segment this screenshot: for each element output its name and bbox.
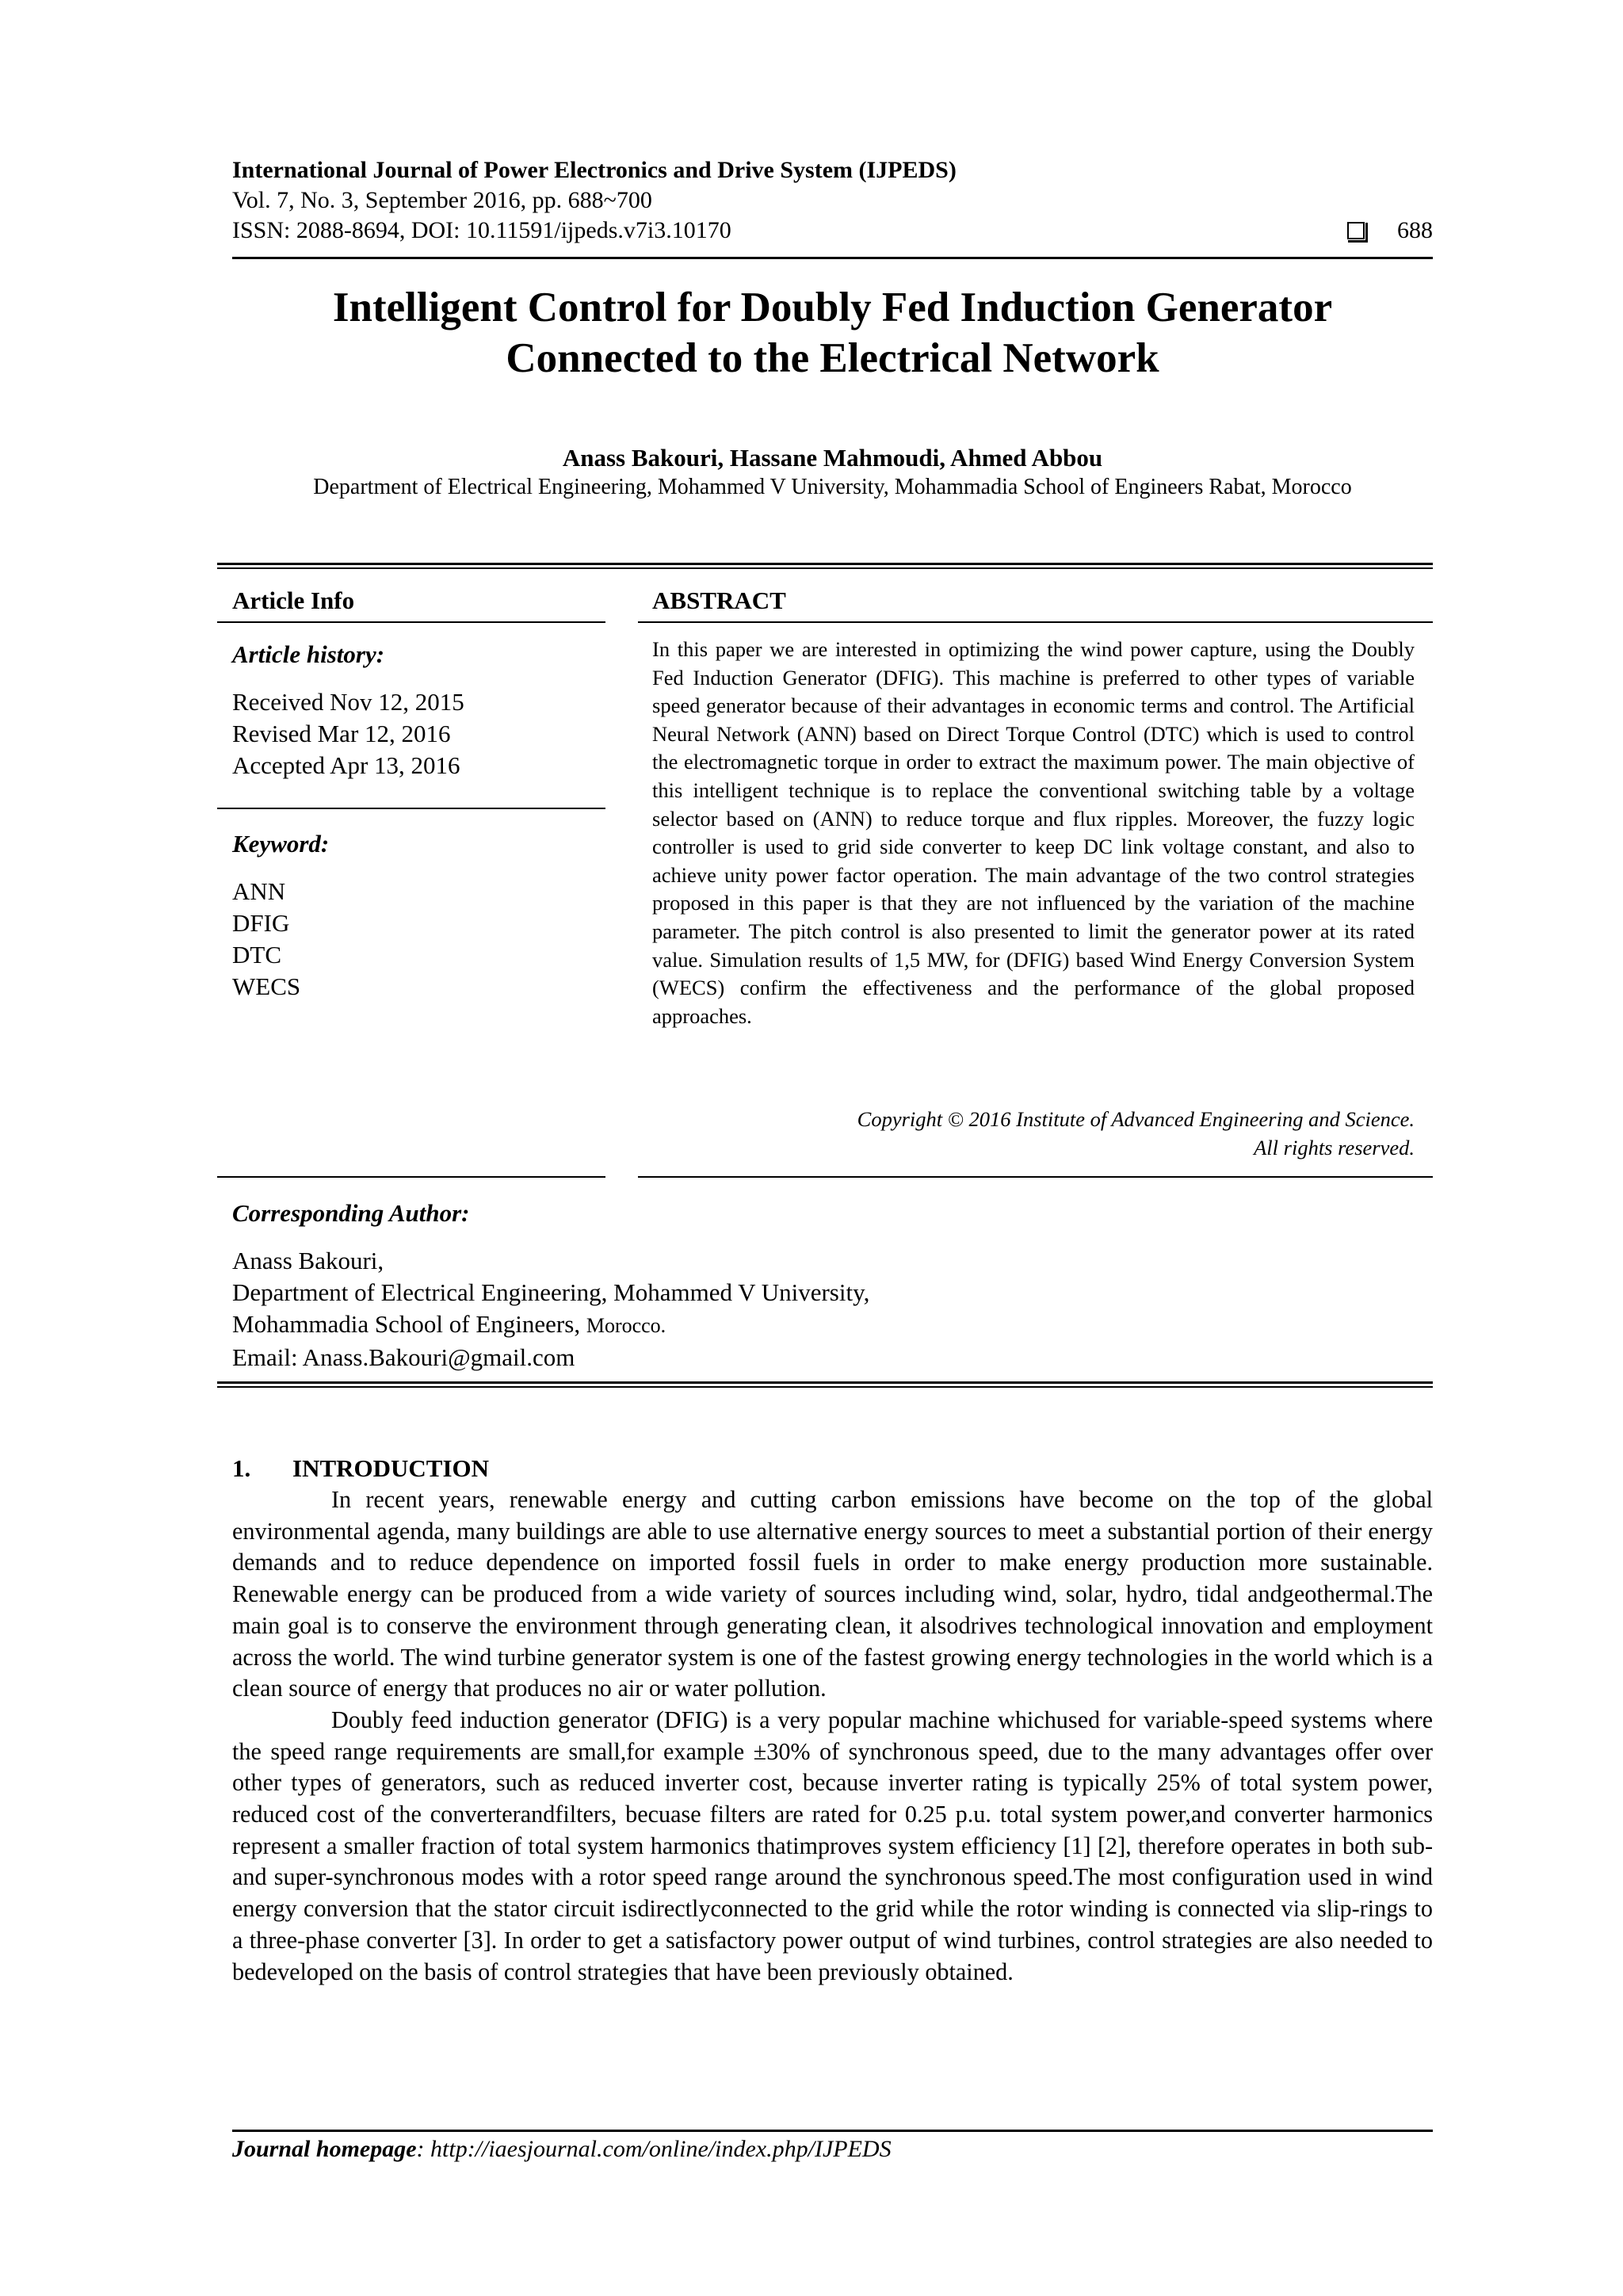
homepage-label: Journal homepage [232, 2136, 417, 2162]
journal-homepage [232, 2134, 892, 2165]
paper-authors: Anass Bakouri, Hassane Mahmoudi, Ahmed Abbou [562, 444, 1103, 472]
infobox-bottom-rule [217, 1381, 1433, 1388]
section-title: INTRODUCTION [292, 1454, 490, 1482]
abstract-heading: ABSTRACT [652, 586, 786, 614]
paragraph: Doubly feed induction generator (DFIG) is a very popular machine whichused for variable-speed systems where the speed range requirements are small,for example ±30% of synchronous speed, due to the many advantages offer over other types of generators, such as reduced inverter cost, because inverter rating is typically 25% of total system power, reduced cost of the converterandfilters, becuase filters are rated for 0.25 p.u. total system power,and converter harmonics represent a smaller fraction of total system harmonics thatimproves system efficiency [1] [2], therefore operates in both sub-and super-synchronous modes with a rotor speed range around the synchronous speed.The most configuration used in wind energy conversion that the stator circuit isdirectlyconnected to the grid while the rotor winding is connected via slip-rings to a three-phase converter [3]. In order to get a satisfactory power output of wind turbines, control strategies are also needed to bedeveloped on the basis of control strategies that have been previously obtained. [232, 1706, 1433, 1985]
header-rule [232, 257, 1433, 259]
journal-issn-row [232, 216, 1433, 246]
section-heading [232, 1453, 489, 1484]
abstract-text: In this paper we are interested in optimizing the wind power capture, using the Doubly Fed Induction Generator (DFIG). This machine is preferred to other types of variable speed generator because of their advantages in economic terms and control. The Artificial Neural Network (ANN) based on Direct Torque Control (DTC) which is used to control the electromagnetic torque in order to extract the maximum power. The main objective of this intelligent technique is to replace the conventional switching table by a voltage selector based on (ANN) to reduce torque and flux ripples. Moreover, the fuzzy logic controller is used to grid side converter to keep DC link voltage constant, and also to achieve unity power factor operation. The main advantage of the two control strategies proposed in this paper is that they are not influenced by the variation of the machine parameter. The pitch control is also presented to limit the generator power at its rated value. Simulation results of 1,5 MW, for (DFIG) based Wind Energy Conversion System (WECS) confirm the effectiveness and the performance of the global proposed approaches. [652, 637, 1415, 1028]
copyright-line2: All rights reserved. [1254, 1135, 1415, 1159]
article-info-heading [232, 585, 597, 617]
introduction-body [232, 1484, 1433, 1988]
corresponding-name: Anass Bakouri, [232, 1247, 384, 1274]
paper-title-line2: Connected to the Electrical Network [506, 335, 1159, 381]
history-accepted: Accepted Apr 13, 2016 [232, 751, 460, 779]
history-revised: Revised Mar 12, 2016 [232, 720, 451, 747]
paper-title-line1: Intelligent Control for Doubly Fed Induction Generator [332, 285, 1333, 330]
page-number: 688 [1397, 217, 1433, 243]
square-bullet-icon [1347, 222, 1365, 239]
journal-issn: ISSN: 2088-8694, DOI: 10.11591/ijpeds.v7i3.10170 [232, 217, 731, 243]
corresponding-country: Morocco. [586, 1314, 666, 1337]
infobox-top-rule [217, 563, 1433, 569]
journal-volume: Vol. 7, No. 3, September 2016, pp. 688~700 [232, 187, 652, 213]
keywords-bottom-rule [217, 1176, 605, 1178]
footer-rule [232, 2130, 1433, 2132]
corresponding-heading: Corresponding Author: [232, 1199, 470, 1227]
abstract-rule [638, 621, 1433, 623]
journal-name: International Journal of Power Electronics and Drive System (IJPEDS) [232, 157, 957, 183]
keyword-item: DFIG [232, 909, 290, 937]
section-number: 1. [232, 1454, 251, 1482]
homepage-url[interactable]: : http://iaesjournal.com/online/index.php/IJPEDS [416, 2136, 892, 2162]
article-info-label: Article Info [232, 586, 355, 614]
keyword-item: ANN [232, 877, 286, 905]
paragraph: In recent years, renewable energy and cutting carbon emissions have become on the top of the global environmental agenda, many buildings are able to use alternative energy sources to meet a substantial portion of their energy demands and to reduce dependence on imported fossil fuels in order to make energy production more sustainable. Renewable energy can be produced from a wide variety of sources including wind, solar, hydro, tidal andgeothermal.The main goal is to conserve the environment through generating clean, it alsodrives technological innovation and employment across the world. The wind turbine generator system is one of the fastest growing energy technologies in the world which is a clean source of energy that produces no air or water pollution. [232, 1486, 1433, 1702]
paper-title [232, 282, 1433, 384]
corresponding-school-line [232, 1308, 1183, 1342]
corresponding-author [232, 1198, 1183, 1373]
abstract-bottom-rule [638, 1176, 1433, 1178]
keyword-item: DTC [232, 941, 281, 968]
corresponding-dept: Department of Electrical Engineering, Mohammed V University, [232, 1278, 870, 1306]
history-rule [217, 808, 605, 809]
keywords [232, 828, 597, 1003]
keyword-item: WECS [232, 972, 301, 1000]
corresponding-email[interactable]: Email: Anass.Bakouri@gmail.com [232, 1343, 575, 1371]
corresponding-school: Mohammadia School of Engineers, [232, 1310, 581, 1338]
article-history [232, 639, 597, 781]
paper-affiliation: Department of Electrical Engineering, Mohammed V University, Mohammadia School of Engineers Rabat, Morocco [313, 475, 1352, 499]
copyright-line1: Copyright © 2016 Institute of Advanced Engineering and Science. [857, 1107, 1415, 1131]
journal-header [232, 155, 1433, 246]
keyword-heading: Keyword: [232, 830, 330, 858]
copyright-notice [652, 1106, 1415, 1162]
history-received: Received Nov 12, 2015 [232, 688, 464, 716]
article-info-rule [217, 621, 605, 623]
article-history-heading: Article history: [232, 640, 385, 668]
